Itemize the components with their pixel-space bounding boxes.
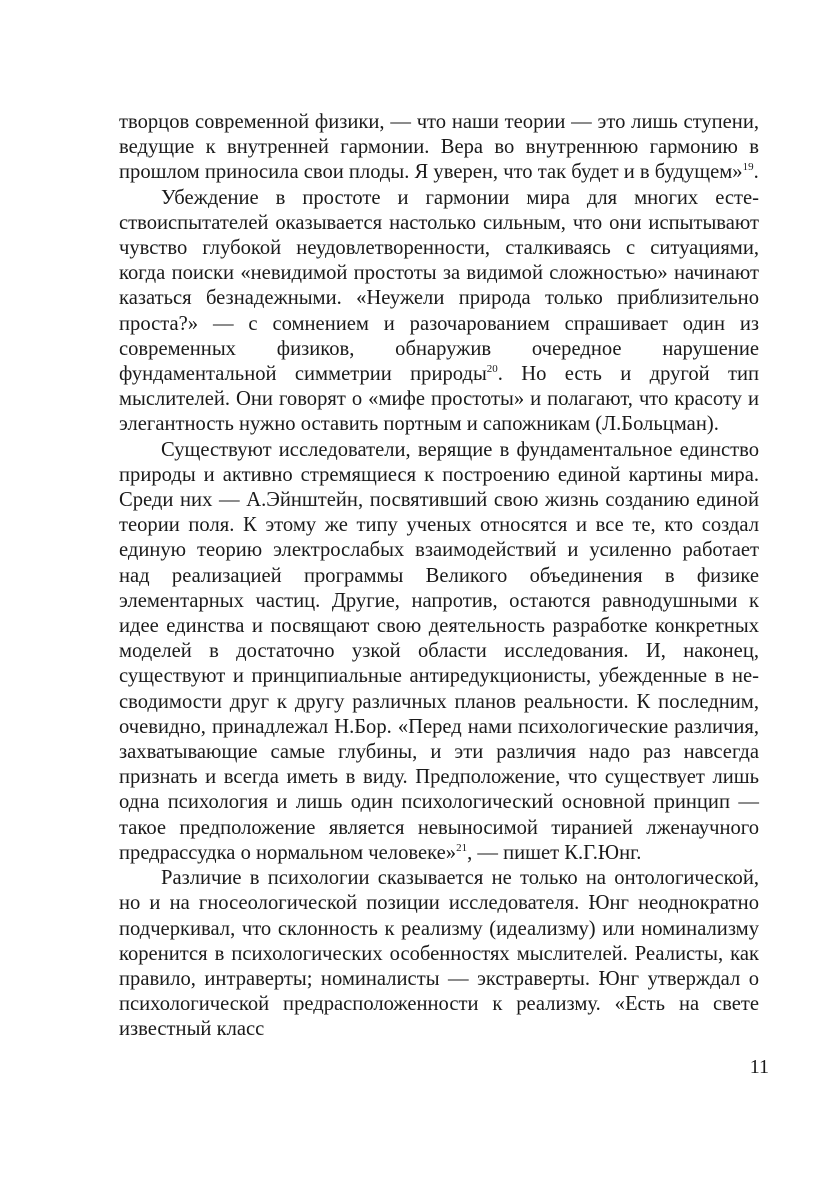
paragraph bbox=[119, 438, 759, 866]
footnote-ref: 21 bbox=[456, 842, 468, 855]
paragraph-text: творцов современной физики, — что наши теории — это лишь ступени, ведущие к внутренней гармонии. Вера во внутреннюю гармонию в прошлом приносила свои плоды. Я уверен, что так будет и в будущем» bbox=[119, 111, 759, 184]
paragraph-text: Различие в психологии сказывается не только на онтологической, но и на гносеологической позиции исследователя. Юнг неоднократно подчеркивал, что склонность к реализму (идеализму) или номинализму коренится в психологических особенностях мыслителей. Реалисты, как правило, интраверты; номиналисты — экстраверты. Юнг утверждал о психологической предрасположенности к реализму. «Есть на свете известный класс bbox=[119, 867, 759, 1041]
paragraph bbox=[119, 186, 759, 438]
paragraph bbox=[119, 110, 759, 186]
body-text bbox=[119, 110, 759, 1043]
paragraph-text: Существуют исследователи, верящие в фундаментальное единство природы и активно стремящиеся к построению единой картины мира. Среди них — А.Эйнштейн, посвятивший свою жизнь созданию единой теории поля. К этому же типу ученых относятся и все те, кто создал единую теорию электрослабых взаимодействий и усиленно работает над реализацией программы Великого объединения в физике элементарных частиц. Другие, напротив, остаются равнодушными к идее единства и посвящают свою деятельность разработке конкретных моделей в достаточно узкой области исследования. И, наконец, существуют и принципиальные антиредукционисты, убежденные в несводимости друг к другу различных планов реальности. К последним, очевидно, принадлежал Н.Бор. «Перед нами психологические различия, захватывающие самые глубины, и эти различия надо раз навсегда признать и всегда иметь в виду. Предположение, что существует лишь одна психология и лишь один психологический основной принцип — такое предположение является невыносимой тиранией лженаучного предрассудка о нормальном человеке» bbox=[119, 438, 759, 864]
paragraph-text: Убеждение в простоте и гармонии мира для многих естествоиспытателей оказывается настолько сильным, что они испытывают чувство глубокой неудовлетворенности, сталкиваясь с ситуациями, когда поиски «невидимой простоты за видимой сложностью» начинают казаться безнадежными. «Неужели природа только приблизительно проста?» — с сомнением и разочарованием спрашивает один из современных физиков, обнаружив очередное нарушение фундаментальной симметрии природы bbox=[119, 186, 759, 386]
paragraph-text: . bbox=[753, 161, 759, 184]
paragraph-text: . Но есть и другой тип мыслителей. Они говорят о «мифе простоты» и полагают, что красоту и элегантность нужно оставить портным и сапожникам (Л.Больцман). bbox=[119, 363, 760, 436]
paragraph-text: , — пишет К.Г.Юнг. bbox=[467, 841, 642, 864]
footnote-ref: 20 bbox=[486, 363, 498, 376]
paragraph bbox=[119, 866, 759, 1042]
footnote-ref: 19 bbox=[742, 161, 754, 174]
page-number: 11 bbox=[749, 1056, 769, 1078]
